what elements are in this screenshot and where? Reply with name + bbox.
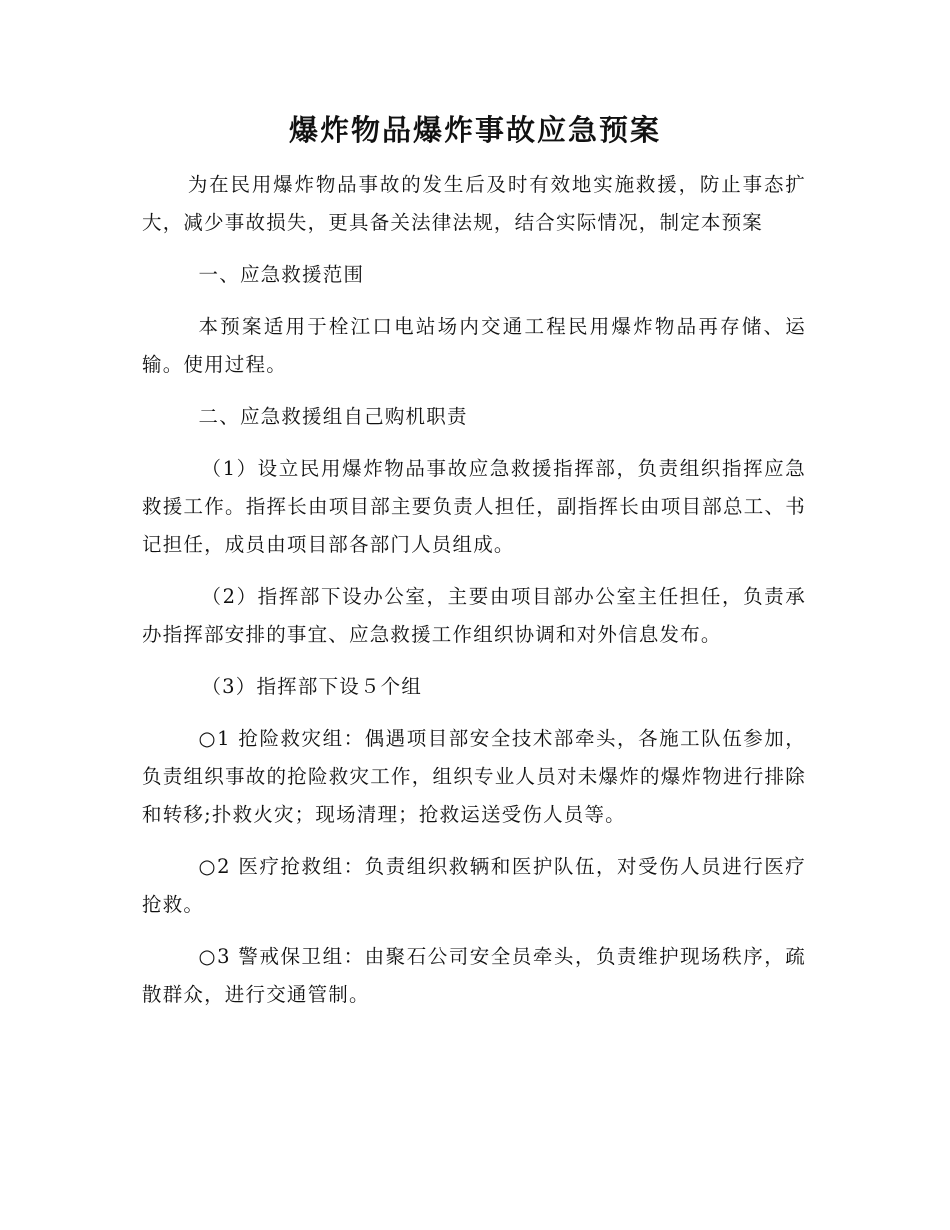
intro-paragraph: 为在民用爆炸物品事故的发生后及时有效地实施救援，防止事态扩大，减少事故损失，更具备关法律法规，结合实际情况，制定本预案	[142, 173, 806, 234]
section-heading-scope: 一、应急救援范围	[198, 263, 365, 286]
group-item-3: ○3 警戒保卫组：由聚石公司安全员牵头，负责维护现场秩序，疏散群众，进行交通管制。	[142, 945, 806, 1006]
duty-item-3: （3）指挥部下设５个组	[201, 675, 423, 698]
duty-item-1: （1）设立民用爆炸物品事故应急救援指挥部，负责组织指挥应急救援工作。指挥长由项目部主要负责人担任，副指挥长由项目部总工、书记担任，成员由项目部各部门人员组成。	[142, 457, 806, 556]
document-body	[142, 166, 806, 1028]
duty-item-2: （2）指挥部下设办公室，主要由项目部办公室主任担任，负责承办指挥部安排的事宜、应急救援工作组织协调和对外信息发布。	[142, 585, 806, 646]
document-title: 爆炸物品爆炸事故应急预案	[288, 113, 661, 147]
group-item-1: ○1 抢险救灾组：偶遇项目部安全技术部牵头，各施工队伍参加，负责组织事故的抢险救灾工作，组织专业人员对未爆炸的爆炸物进行排除和转移;扑救火灾；现场清理；抢救运送受伤人员等。	[142, 727, 806, 826]
group-item-2: ○2 医疗抢救组：负责组织救辆和医护队伍，对受伤人员进行医疗抢救。	[142, 855, 806, 916]
scope-paragraph: 本预案适用于栓江口电站场内交通工程民用爆炸物品再存储、运输。使用过程。	[142, 315, 806, 376]
section-heading-duties: 二、应急救援组自己购机职责	[198, 405, 468, 428]
